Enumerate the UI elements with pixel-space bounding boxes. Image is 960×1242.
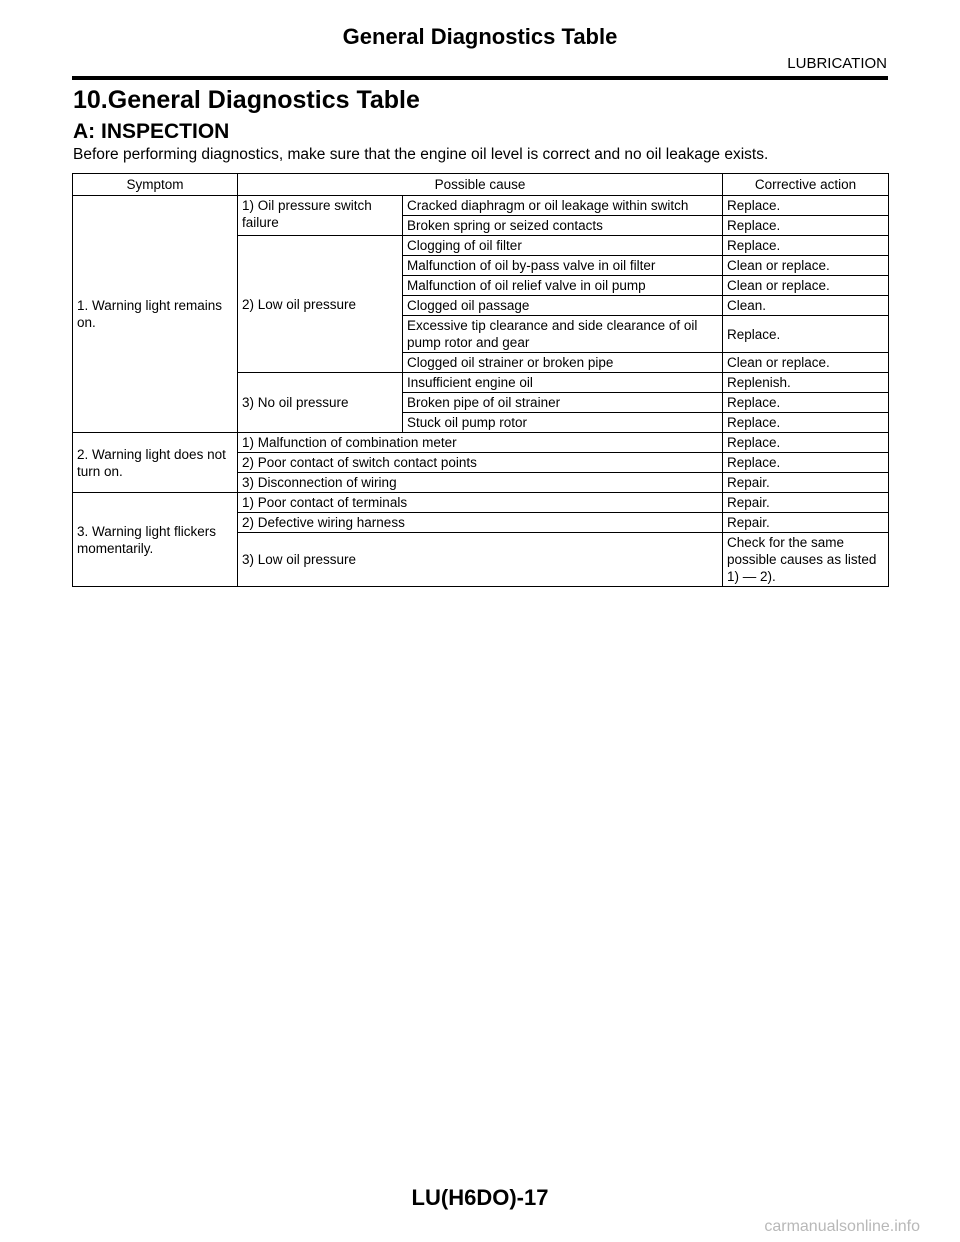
cause-detail-cell: Cracked diaphragm or oil leakage within switch xyxy=(403,196,723,216)
cause-detail-cell: Clogged oil passage xyxy=(403,296,723,316)
action-cell: Replace. xyxy=(723,413,889,433)
cause-detail-cell: Stuck oil pump rotor xyxy=(403,413,723,433)
table-header-row xyxy=(73,174,889,196)
action-cell: Clean or replace. xyxy=(723,256,889,276)
cause-detail-cell: Excessive tip clearance and side clearance of oil pump rotor and gear xyxy=(403,316,723,353)
cause-cell: 1) Oil pressure switch failure xyxy=(238,196,403,236)
action-cell: Repair. xyxy=(723,493,889,513)
cause-detail-cell: Malfunction of oil by-pass valve in oil filter xyxy=(403,256,723,276)
action-cell: Replace. xyxy=(723,453,889,473)
symptom-cell: 3. Warning light flickers momentarily. xyxy=(73,493,238,587)
sub-heading: A: INSPECTION xyxy=(73,120,230,143)
action-cell: Replace. xyxy=(723,316,889,353)
cause-detail-cell: Malfunction of oil relief valve in oil pump xyxy=(403,276,723,296)
header-corrective-action: Corrective action xyxy=(723,174,889,196)
header-symptom: Symptom xyxy=(73,174,238,196)
action-cell: Clean or replace. xyxy=(723,353,889,373)
page-header-title: General Diagnostics Table xyxy=(342,24,618,49)
cause-detail-cell: Broken pipe of oil strainer xyxy=(403,393,723,413)
page-number: LU(H6DO)-17 xyxy=(411,1185,549,1210)
intro-text: Before performing diagnostics, make sure that the engine oil level is correct and no oil leakage exists. xyxy=(73,146,769,163)
cause-detail-cell: Clogged oil strainer or broken pipe xyxy=(403,353,723,373)
cause-cell: 2) Defective wiring harness xyxy=(238,513,723,533)
action-cell: Repair. xyxy=(723,513,889,533)
action-cell: Check for the same possible causes as listed 1) — 2). xyxy=(723,533,889,587)
cause-cell: 1) Malfunction of combination meter xyxy=(238,433,723,453)
header-divider xyxy=(72,76,888,80)
symptom-cell: 2. Warning light does not turn on. xyxy=(73,433,238,493)
action-cell: Repair. xyxy=(723,473,889,493)
cause-cell: 3) Disconnection of wiring xyxy=(238,473,723,493)
cause-detail-cell: Insufficient engine oil xyxy=(403,373,723,393)
action-cell: Clean or replace. xyxy=(723,276,889,296)
watermark: carmanualsonline.info xyxy=(764,1218,920,1235)
symptom-cell: 1. Warning light remains on. xyxy=(73,196,238,433)
cause-cell: 3) Low oil pressure xyxy=(238,533,723,587)
table-row xyxy=(73,493,889,513)
section-name: LUBRICATION xyxy=(787,55,887,72)
cause-cell: 2) Low oil pressure xyxy=(238,236,403,373)
action-cell: Replenish. xyxy=(723,373,889,393)
action-cell: Replace. xyxy=(723,196,889,216)
action-cell: Replace. xyxy=(723,216,889,236)
cause-cell: 1) Poor contact of terminals xyxy=(238,493,723,513)
table-row xyxy=(73,433,889,453)
cause-cell: 2) Poor contact of switch contact points xyxy=(238,453,723,473)
table-row xyxy=(73,196,889,216)
cause-detail-cell: Broken spring or seized contacts xyxy=(403,216,723,236)
diagnostics-table xyxy=(72,173,889,587)
cause-cell: 3) No oil pressure xyxy=(238,373,403,433)
action-cell: Clean. xyxy=(723,296,889,316)
action-cell: Replace. xyxy=(723,433,889,453)
header-possible-cause: Possible cause xyxy=(238,174,723,196)
cause-detail-cell: Clogging of oil filter xyxy=(403,236,723,256)
action-cell: Replace. xyxy=(723,236,889,256)
action-cell: Replace. xyxy=(723,393,889,413)
section-heading: 10.General Diagnostics Table xyxy=(73,86,420,114)
